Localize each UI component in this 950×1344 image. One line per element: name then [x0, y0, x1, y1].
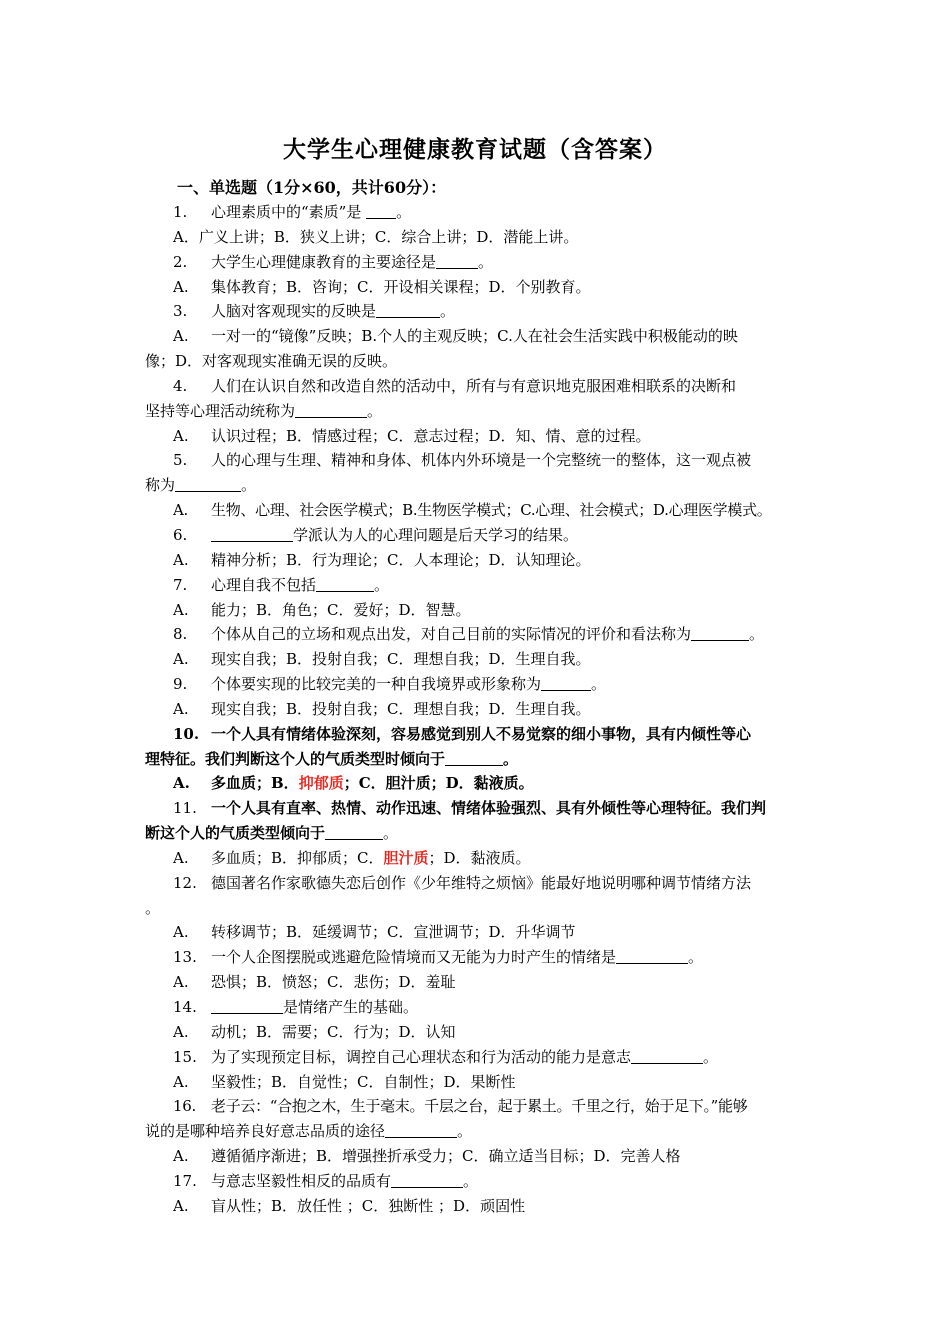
question-1-options: A．广义上讲；B．狭义上讲；C．综合上讲；D．潜能上讲。: [173, 227, 579, 246]
answer-blank: [541, 675, 591, 691]
question-list: [145, 200, 815, 1219]
question-6: [145, 523, 815, 548]
question-text-end: 。: [463, 1171, 479, 1190]
question-text-end: 。: [383, 824, 399, 843]
options-text: 认识过程；B．情感过程；C．意志过程；D．知、情、意的过程。: [211, 426, 651, 445]
options-text: 生物、心理、社会医学模式；B.生物医学模式；C.心理、社会模式；D.心理医学模式。: [211, 501, 772, 520]
question-text: 坚持等心理活动统称为: [145, 401, 296, 420]
option-label: A.: [173, 600, 189, 619]
question-5: [145, 448, 815, 473]
options-text: 能力；B．角色；C．爱好；D．智慧。: [211, 600, 471, 619]
answer-blank: [376, 302, 440, 318]
question-number: 13.: [173, 948, 197, 967]
question-number: 15.: [173, 1047, 197, 1066]
options-text: 集体教育；B．咨询；C．开设相关课程；D．个别教育。: [211, 277, 591, 296]
answer-blank: [366, 203, 396, 219]
options-text: 一对一的“镜像”反映；B.个人的主观反映；C.人在社会生活实践中积极能动的映: [211, 327, 738, 346]
option-label: A.: [173, 501, 189, 520]
question-text: 与意志坚毅性相反的品质有: [211, 1171, 392, 1190]
question-3-options: [145, 324, 815, 349]
question-11: [145, 796, 815, 821]
question-number: 1.: [173, 203, 188, 221]
answer-blank: [445, 750, 503, 766]
options-text: ；C．胆汁质；D．黏液质。: [343, 774, 534, 793]
option-label: A.: [173, 1072, 189, 1091]
options-text: 现实自我；B．投射自我；C．理想自我；D．生理自我。: [211, 699, 591, 718]
answer-blank: [316, 576, 374, 592]
question-5-cont: [145, 473, 815, 498]
question-text-end: 。: [440, 302, 456, 321]
question-10: [145, 722, 815, 747]
question-7: [145, 573, 815, 598]
option-label: A.: [173, 277, 189, 296]
question-11-options: [145, 846, 815, 871]
answer-blank: [391, 1172, 463, 1188]
answer-blank: [175, 476, 241, 492]
question-text: 个体要实现的比较完美的一种自我境界或形象称为: [211, 675, 542, 694]
options-text: 恐惧；B．愤怒；C．悲伤；D．羞耻: [211, 973, 456, 992]
question-13: [145, 945, 815, 970]
question-number: 17.: [173, 1171, 197, 1190]
question-text-end: 。: [591, 675, 607, 694]
question-12: [145, 871, 815, 896]
question-16-options: [145, 1144, 815, 1169]
option-label: A.: [173, 650, 189, 669]
question-text-end: 。: [503, 749, 519, 768]
question-text: 德国著名作家歌德失恋后创作《少年维特之烦恼》能最好地说明哪种调节情绪方法: [211, 873, 752, 892]
option-label: A.: [173, 550, 189, 569]
correct-answer: 抑郁质: [298, 774, 344, 793]
question-12-options: [145, 920, 815, 945]
options-text: 转移调节；B．延缓调节；C．宣泄调节；D．升华调节: [211, 923, 576, 942]
answer-blank: [211, 998, 283, 1014]
question-3-options-cont: 像；D．对客观现实准确无误的反映。: [145, 352, 398, 371]
options-text: 多血质；B．: [211, 774, 299, 793]
question-10-cont: [145, 747, 815, 772]
option-label: A.: [173, 426, 189, 445]
question-4-options: [145, 424, 815, 449]
question-17: [145, 1169, 815, 1194]
question-text: 人的心理与生理、精神和身体、机体内外环境是一个完整统一的整体，这一观点被: [211, 451, 752, 470]
question-text: 说的是哪种培养良好意志品质的途径: [145, 1122, 386, 1141]
question-text-end: 。: [457, 1122, 473, 1141]
correct-answer: 胆汁质: [383, 848, 429, 867]
question-text: 人脑对客观现实的反映是: [211, 302, 377, 321]
option-label: A.: [173, 1147, 189, 1166]
question-text: 一个人企图摆脱或逃避危险情境而又无能为力时产生的情绪是: [211, 948, 617, 967]
option-label: A.: [173, 923, 189, 942]
question-text-end: 。: [367, 401, 383, 420]
question-17-options: [145, 1194, 815, 1219]
option-label: A.: [173, 699, 189, 718]
question-text: 断这个人的气质类型倾向于: [145, 824, 326, 843]
answer-blank: [616, 948, 688, 964]
question-number: 6.: [173, 525, 188, 544]
question-16: [145, 1094, 815, 1119]
question-number: 5.: [173, 451, 188, 470]
question-text: 一个人具有直率、热情、动作迅速、情绪体验强烈、具有外倾性等心理特征。我们判: [211, 799, 767, 818]
question-text-end: 。: [703, 1047, 719, 1066]
question-13-options: [145, 970, 815, 995]
question-number: 12.: [173, 873, 197, 892]
question-text: 学派认为人的心理问题是后天学习的结果。: [293, 525, 579, 544]
question-text: 心理素质中的“素质”是: [211, 203, 367, 221]
question-3: [145, 299, 815, 324]
answer-blank: [325, 824, 383, 840]
options-text: 坚毅性；B．自觉性；C．自制性；D．果断性: [211, 1072, 516, 1091]
question-number: 14.: [173, 998, 197, 1016]
question-10-options: [145, 771, 815, 796]
question-9-options: [145, 697, 815, 722]
answer-blank: [631, 1048, 703, 1064]
question-8: [145, 622, 815, 647]
question-15-options: [145, 1070, 815, 1095]
question-7-options: [145, 598, 815, 623]
question-text: 个体从自己的立场和观点出发，对自己目前的实际情况的评价和看法称为: [211, 625, 692, 644]
question-number: 2.: [173, 252, 188, 271]
options-text: 多血质；B．抑郁质；C．: [211, 848, 384, 867]
question-number: 9.: [173, 675, 188, 694]
answer-blank: [385, 1122, 457, 1138]
question-text-end: 。: [396, 203, 412, 221]
document-title: 大学生心理健康教育试题（含答案）: [283, 136, 667, 163]
question-text-end: 。: [749, 625, 765, 644]
answer-blank: [211, 526, 293, 542]
question-number: 11.: [173, 799, 197, 818]
option-label: A.: [173, 1022, 189, 1041]
answer-blank: [691, 625, 749, 641]
question-2: [145, 250, 815, 275]
question-5-options: [145, 498, 815, 523]
question-text-end: 。: [241, 476, 257, 495]
question-8-options: [145, 647, 815, 672]
option-label: A.: [173, 327, 189, 346]
question-9: [145, 672, 815, 697]
question-text: 大学生心理健康教育的主要途径是: [211, 252, 437, 271]
question-number: 4.: [173, 376, 188, 395]
section-heading: 一、单选题（1分×60，共计60分）：: [177, 178, 447, 197]
question-6-options: [145, 548, 815, 573]
question-text: 是情绪产生的基础。: [283, 998, 419, 1016]
question-15: [145, 1045, 815, 1070]
question-text: 称为: [145, 476, 176, 495]
question-text: 人们在认识自然和改造自然的活动中，所有与有意识地克服困难相联系的决断和: [211, 376, 737, 395]
question-text-end: 。: [478, 252, 494, 271]
question-number: 7.: [173, 575, 188, 594]
question-14: [145, 995, 815, 1020]
question-text-end: 。: [374, 575, 390, 594]
question-text: 理特征。我们判断这个人的气质类型时倾向于: [145, 749, 446, 768]
question-12-cont: 。: [145, 898, 161, 917]
question-text: 为了实现预定目标，调控自己心理状态和行为活动的能力是意志: [211, 1047, 632, 1066]
question-14-options: [145, 1020, 815, 1045]
option-label: A.: [173, 1196, 189, 1215]
options-text: 遵循循序渐进；B．增强挫折承受力；C．确立适当目标；D．完善人格: [211, 1147, 681, 1166]
question-number: 16.: [173, 1097, 196, 1116]
options-text: 动机；B．需要；C．行为；D．认知: [211, 1022, 456, 1041]
question-number: 10.: [173, 724, 200, 743]
answer-blank: [436, 253, 478, 269]
options-text: 盲从性；B．放任性 ；C．独断性 ；D．顽固性: [211, 1196, 526, 1215]
question-16-cont: [145, 1119, 815, 1144]
question-4-cont: [145, 399, 815, 424]
options-text: 现实自我；B．投射自我；C．理想自我；D．生理自我。: [211, 650, 591, 669]
question-text: 老子云：“合抱之木，生于毫末。千层之台，起于累土。千里之行，始于足下。”能够: [211, 1097, 748, 1116]
option-label: A.: [173, 848, 189, 867]
question-text: 心理自我不包括: [211, 575, 317, 594]
answer-blank: [295, 402, 367, 418]
question-4: [145, 374, 815, 399]
question-number: 3.: [173, 302, 188, 321]
question-11-cont: [145, 821, 815, 846]
options-text: 精神分析；B．行为理论；C．人本理论；D．认知理论。: [211, 550, 591, 569]
question-text: 一个人具有情绪体验深刻，容易感觉到别人不易觉察的细小事物，具有内倾性等心: [211, 724, 752, 743]
options-text: ；D．黏液质。: [428, 848, 531, 867]
option-label: A.: [173, 973, 189, 992]
question-number: 8.: [173, 625, 188, 644]
option-label: A.: [173, 774, 190, 793]
question-text-end: 。: [688, 948, 704, 967]
question-1: [145, 200, 815, 225]
question-2-options: [145, 275, 815, 300]
